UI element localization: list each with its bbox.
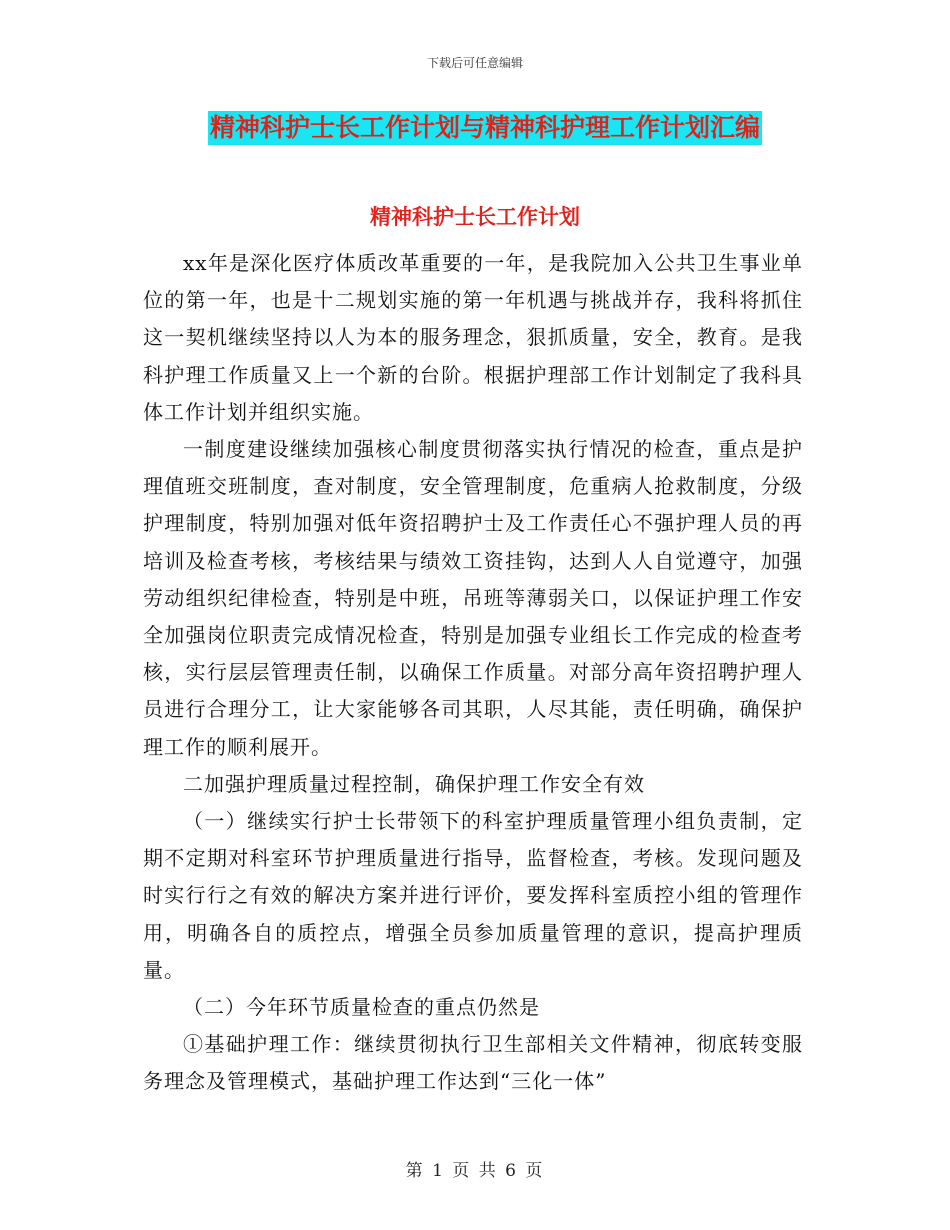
header-note: 下载后可任意编辑 (426, 56, 523, 70)
paragraph-system-building: 一制度建设继续加强核心制度贯彻落实执行情况的检查，重点是护理值班交班制度，查对制度，安全管理制度，危重病人抢救制度，分级护理制度，特别加强对低年资招聘护士及工作责任心不强护理人员的再培训及检查考核，考核结果与绩效工资挂钩，达到人人自觉遵守，加强劳动组织纪律检查，特别是中班，吊班等薄弱关口，以保证护理工作安全加强岗位职责完成情况检查，特别是加强专业组长工作完成的检查考核，实行层层管理责任制，以确保工作质量。对部分高年资招聘护理人员进行合理分工，让大家能够各司其职，人尽其能，责任明确，确保护理工作的顺利展开。 (143, 437, 803, 759)
document-title: 精神科护士长工作计划与精神科护理工作计划汇编 (208, 111, 762, 145)
paragraph-item-1: （一）继续实行护士长带领下的科室护理质量管理小组负责制，定期不定期对科室环节护理质量进行指导，监督检查，考核。发现问题及时实行行之有效的解决方案并进行评价，要发挥科室质控小组的管理作用，明确各自的质控点，增强全员参加质量管理的意识，提高护理质量。 (143, 809, 803, 982)
paragraph-intro: xx年是深化医疗体质改革重要的一年，是我院加入公共卫生事业单位的第一年，也是十二规划实施的第一年机遇与挑战并存，我科将抓住这一契机继续坚持以人为本的服务理念，狠抓质量，安全，教育。是我科护理工作质量又上一个新的台阶。根据护理部工作计划制定了我科具体工作计划并组织实施。 (143, 251, 803, 424)
page-number: 第 1 页 共 6 页 (405, 1161, 545, 1181)
paragraph-basic-care: ①基础护理工作：继续贯彻执行卫生部相关文件精神，彻底转变服务理念及管理模式，基础护理工作达到“三化一体” (143, 1032, 803, 1094)
document-body (143, 245, 803, 1101)
section-title: 精神科护士长工作计划 (370, 205, 580, 229)
paragraph-heading-quality: 二加强护理质量过程控制，确保护理工作安全有效 (183, 771, 645, 796)
paragraph-item-2: （二）今年环节质量检查的重点仍然是 (183, 995, 540, 1020)
